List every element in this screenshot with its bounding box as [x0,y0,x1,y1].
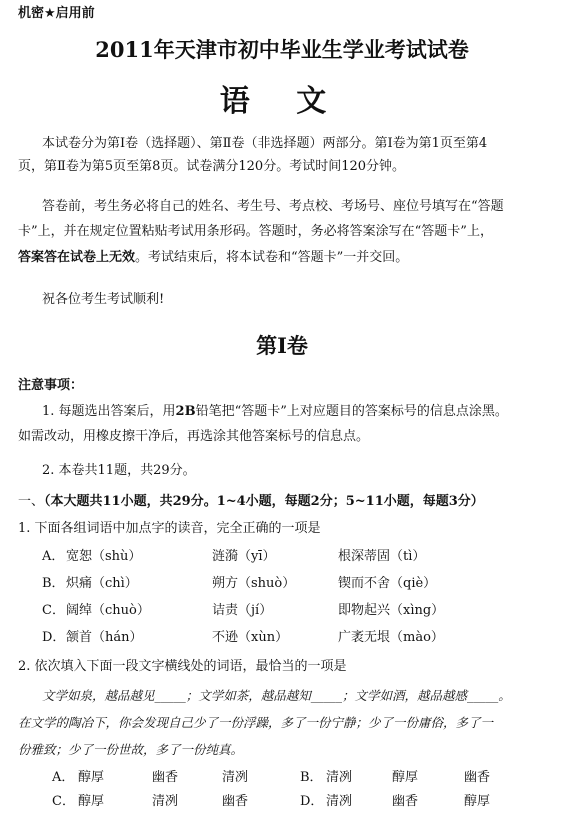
intro-p2-line3-rest: 。考试结束后，将本试卷和“答题卡”一并交回。 [135,250,409,265]
option-word-2: 朔方（shuò） [212,576,296,591]
question-2-passage-line3: 份雅致；少了一份世故，多了一份纯真。 [18,742,244,757]
note-1-pencil: 2B [175,404,196,419]
option-word-1: 清冽 [326,794,353,809]
option-label: A． [52,770,75,785]
note-1-part-b: 铅笔把“答题卡”上对应题目的答案标号的信息点涂黑。 [195,404,508,419]
option-label: B． [300,770,323,785]
intro-p1-line2: 页，第Ⅱ卷为第5页至第8页。试卷满分120分。考试时间120分钟。 [18,159,406,174]
option-word-1: 阔绰（chuò） [66,603,150,618]
option-word-2: 诘责（jí） [212,603,273,618]
section-prefix: 一、 [18,494,45,509]
question-2-stem: 2. 依次填入下面一段文字横线处的词语，最恰当的一项是 [18,659,347,674]
option-word-2: 不逊（xùn） [212,630,289,645]
option-word-2: 幽香 [392,794,419,809]
option-word-1: 醇厚 [78,770,105,785]
option-word-2: 涟漪（yī） [212,549,276,564]
option-word-1: 炽痛（chì） [66,576,138,591]
option-word-3: 锲而不舍（qiè） [338,576,437,591]
option-label: A． [42,549,65,564]
option-label: C． [52,794,75,809]
volume-title: 第Ⅰ卷 [256,333,308,358]
option-label: D． [300,794,324,809]
note-1-part-a: 1. 每题选出答案后，用 [42,404,176,419]
subject-title: 语 文 [219,84,345,119]
intro-p2-line1: 答卷前，考生务必将自己的姓名、考生号、考点校、考场号、座位号填写在“答题 [42,199,504,214]
option-word-3: 幽香 [464,770,491,785]
question-2-passage-line2: 在文学的陶冶下，你会发现自己少了一份浮躁，多了一份宁静；少了一份庸俗，多了一 [18,715,494,730]
option-word-3: 即物起兴（xìng） [338,603,445,618]
intro-p3: 祝各位考生考试顺利! [42,292,165,307]
option-word-2: 清冽 [152,794,179,809]
confidential-label: 机密★启用前 [18,6,95,21]
intro-p2-line2: 卡”上，并在规定位置粘贴考试用条形码。答题时，务必将答案涂写在“答题卡”上， [18,224,493,239]
intro-p2-line3 [18,246,408,269]
note-1-line1 [42,400,508,423]
note-2: 2. 本卷共11题，共29分。 [42,463,196,478]
option-word-3: 清冽 [222,770,249,785]
option-word-3: 醇厚 [464,794,491,809]
option-word-2: 醇厚 [392,770,419,785]
option-word-2: 幽香 [152,770,179,785]
option-word-1: 清冽 [326,770,353,785]
option-word-3: 根深蒂固（tì） [338,549,426,564]
intro-p1-line1: 本试卷分为第Ⅰ卷（选择题）、第Ⅱ卷（非选择题）两部分。第Ⅰ卷为第1页至第4 [42,136,488,151]
section-heading [18,490,484,509]
note-1-line2: 如需改动，用橡皮擦干净后，再选涂其他答案标号的信息点。 [18,429,370,444]
option-label: D． [42,630,66,645]
question-1-stem: 1. 下面各组词语中加点字的读音，完全正确的一项是 [18,521,321,536]
notes-title: 注意事项： [18,378,84,393]
option-word-3: 幽香 [222,794,249,809]
section-description: （本大题共11小题，共29分。1~4小题，每题2分；5~11小题，每题3分） [44,494,484,509]
question-2-passage-line1: 文学如泉，越品越见_____；文学如茶，越品越知_____；文学如酒，越品越感_____。 [42,688,511,703]
invalid-answer-warning: 答案答在试卷上无效 [18,250,136,265]
exam-title: 2011年天津市初中毕业生学业考试试卷 [95,37,469,62]
option-word-1: 醇厚 [78,794,105,809]
option-word-1: 颔首（hán） [66,630,143,645]
option-label: C． [42,603,65,618]
option-word-3: 广袤无垠（mào） [338,630,444,645]
option-label: B． [42,576,65,591]
option-word-1: 宽恕（shù） [66,549,142,564]
